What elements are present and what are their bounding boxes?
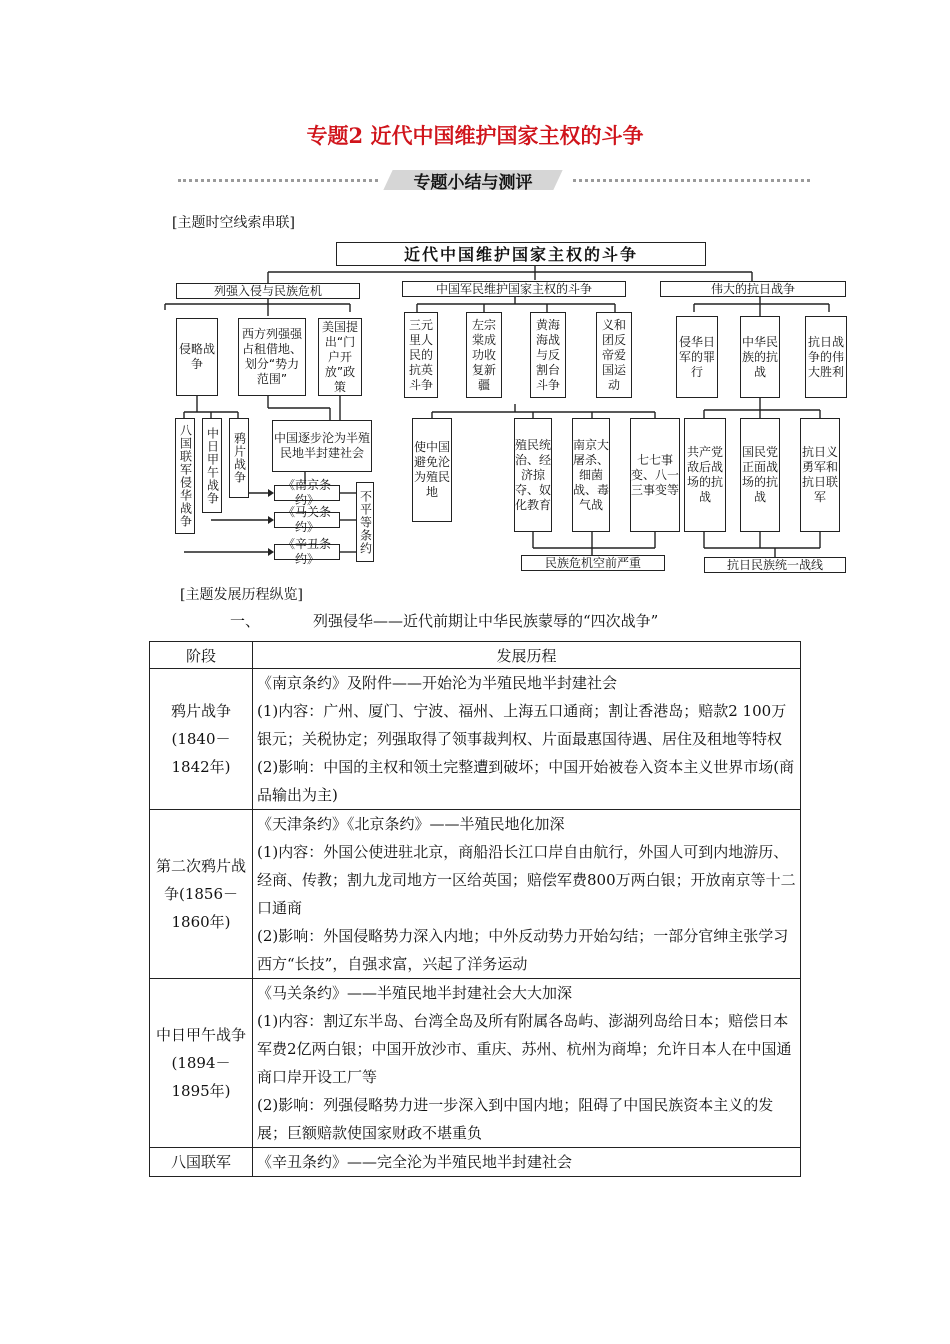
section-label-timeline: [主题时空线索串联] [172, 215, 295, 231]
nanjing-massacre-node: 南京大屠杀、细菌战、毒气战 [572, 418, 610, 532]
history-line: (2)影响：中国的主权和领土完整遭到破坏；中国开始被卷入资本主义世界市场(商品输出为主) [257, 758, 795, 804]
avoid-colony-node: 使中国避免沦为殖民地 [412, 418, 452, 522]
chinese-resistance-node: 中华民族的抗战 [740, 316, 780, 398]
history-line: (1)内容：广州、厦门、宁波、福州、上海五口通商；割让香港岛；赔款2 100万银元；关税协定；列强取得了领事裁判权、片面最惠国待遇、居住及租地等特权 [257, 702, 787, 748]
zuo-zongtang-node: 左宗棠成功收复新疆 [466, 312, 502, 398]
table-header-row [150, 642, 801, 669]
kmt-battlefield-node: 国民党正面战场的抗战 [740, 418, 780, 532]
header-history: 发展历程 [253, 642, 801, 669]
stage-cell: 八国联军 [150, 1148, 253, 1177]
diagram-root-node: 近代中国维护国家主权的斗争 [336, 242, 706, 266]
colonial-rule-node: 殖民统治、经济掠夺、奴化教育 [514, 418, 552, 532]
branch-mid-node: 中国军民维护国家主权的斗争 [402, 281, 626, 297]
history-line: (1)内容：割辽东半岛、台湾全岛及所有附属各岛屿、澎湖列岛给日本；赔偿日本军费2亿两白银；中国开放沙市、重庆、苏州、杭州为商埠；允许日本人在中国通商口岸开设工厂等 [257, 1012, 792, 1086]
page-title: 专题2 近代中国维护国家主权的斗争 [306, 123, 644, 148]
heading-number: 一、 [230, 612, 261, 630]
sanyuanli-node: 三元里人民的抗英斗争 [404, 312, 438, 398]
united-front-node: 抗日民族统一战线 [704, 557, 846, 573]
treaty-nanjing-node: 《南京条约》 [274, 485, 340, 501]
invasion-wars-node: 侵略战争 [176, 318, 218, 396]
section-label-development: [主题发展历程纵览] [180, 587, 303, 603]
branch-left-node: 列强入侵与民族危机 [176, 283, 360, 299]
treaty-shimonoseki-node: 《马关条约》 [274, 512, 340, 528]
open-door-policy-node: 美国提出“门户开放”政策 [318, 318, 362, 396]
branch-right-node: 伟大的抗日战争 [660, 281, 846, 297]
opium-war-node: 鸦片战争 [229, 418, 249, 498]
history-cell [253, 979, 801, 1148]
boxer-movement-node: 义和团反帝爱国运动 [596, 312, 632, 398]
history-cell [253, 669, 801, 810]
eight-nation-war-node: 八国联军侵华战争 [175, 418, 195, 534]
history-cell [253, 810, 801, 979]
table-row [150, 1148, 801, 1177]
semi-colonial-node: 中国逐步沦为半殖民地半封建社会 [272, 420, 372, 472]
communist-battlefield-node: 共产党敌后战场的抗战 [684, 418, 726, 532]
sino-japanese-war-node: 中日甲午战争 [202, 418, 222, 513]
history-line: 《辛丑条约》——完全沦为半殖民地半封建社会 [257, 1153, 573, 1171]
header-stage: 阶段 [150, 642, 253, 669]
table-row [150, 979, 801, 1148]
war-victory-node: 抗日战争的伟大胜利 [805, 316, 847, 398]
history-line: (1)内容：外国公使进驻北京，商船沿长江口岸自由航行，外国人可到内地游历、经商、传教；割九龙司地方一区给英国；赔偿军费800万两白银；开放南京等十二口通商 [257, 843, 796, 917]
section-heading: 列强侵华——近代前期让中华民族蒙辱的“四次战争” [313, 612, 659, 630]
development-table [149, 641, 801, 1177]
spheres-of-influence-node: 西方列强强占租借地、划分“势力范围” [238, 318, 306, 396]
history-line: 《天津条约》《北京条约》——半殖民地化加深 [257, 815, 565, 833]
history-line: (2)影响：外国侵略势力深入内地；中外反动势力开始勾结；一部分官绅主张学习西方“长技”，自强求富，兴起了洋务运动 [257, 927, 789, 973]
history-line: 《南京条约》及附件——开始沦为半殖民地半封建社会 [257, 674, 618, 692]
subtitle: 专题小结与测评 [413, 173, 533, 193]
table-row [150, 669, 801, 810]
yellow-sea-battle-node: 黄海海战与反割台斗争 [530, 312, 566, 398]
table-row [150, 810, 801, 979]
treaty-boxer-node: 《辛丑条约》 [274, 544, 340, 560]
history-line: (2)影响：列强侵略势力进一步深入到中国内地；阻碍了中国民族资本主义的发展；巨额赔款使国家财政不堪重负 [257, 1096, 774, 1142]
stage-cell: 鸦片战争(1840－1842年) [150, 669, 253, 810]
stage-cell: 第二次鸦片战争(1856－1860年) [150, 810, 253, 979]
stage-cell: 中日甲午战争(1894－1895年) [150, 979, 253, 1148]
unequal-treaties-node: 不平等条约 [356, 482, 374, 562]
volunteer-army-node: 抗日义勇军和抗日联军 [800, 418, 840, 532]
japanese-crimes-node: 侵华日军的罪行 [676, 316, 718, 398]
national-crisis-node: 民族危机空前严重 [521, 555, 665, 571]
july-seventh-node: 七七事变、八一三事变等 [630, 418, 680, 532]
history-line: 《马关条约》——半殖民地半封建社会大大加深 [257, 984, 573, 1002]
history-cell [253, 1148, 801, 1177]
